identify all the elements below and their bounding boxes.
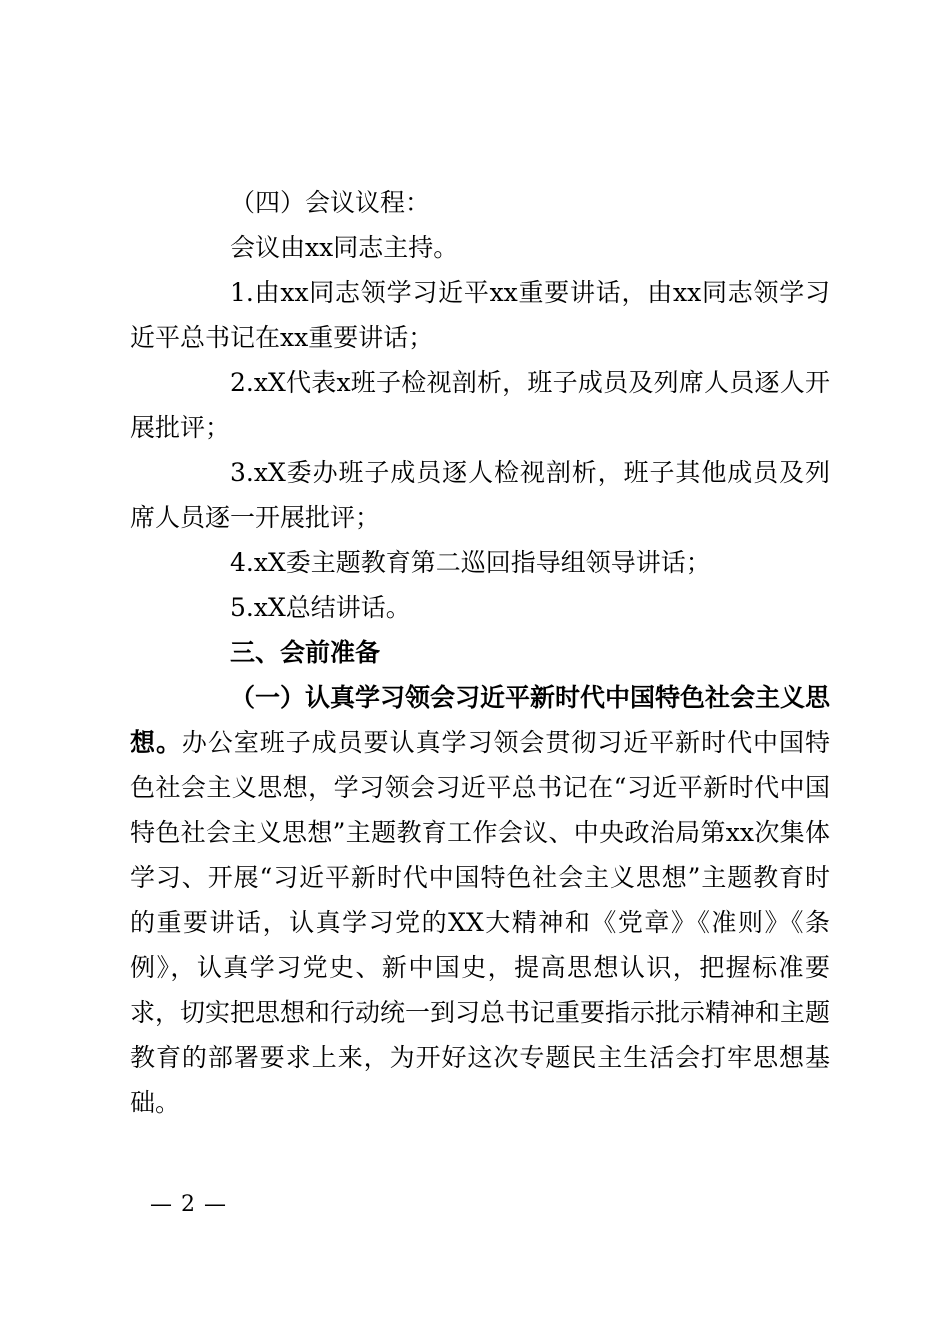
page-number: — 2 —: [150, 1192, 227, 1217]
section-heading: 三、会前准备: [230, 638, 381, 667]
section-paragraph: [130, 675, 830, 1125]
document-body: [130, 180, 830, 1125]
agenda-item: 2.xX代表x班子检视剖析，班子成员及列席人员逐人开展批评；: [130, 368, 830, 442]
paragraph-body: 办公室班子成员要认真学习领会贯彻习近平新时代中国特色社会主义思想，学习领会习近平总书记在“习近平新时代中国特色社会主义思想”主题教育工作会议、中央政治局第xx次集体学习、开展“习近平新时代中国特色社会主义思想”主题教育时的重要讲话，认真学习党的XX大精神和《党章》《准则》《条例》，认真学习党史、新中国史，提高思想认识，把握标准要求，切实把思想和行动统一到习总书记重要指示批示精神和主题教育的部署要求上来，为开好这次专题民主生活会打牢思想基础。: [130, 728, 831, 1117]
paragraph-lead: （一）认真学习领会习近平新时代中国特色社会主义思想。: [130, 683, 831, 757]
agenda-item: 4.xX委主题教育第二巡回指导组领导讲话；: [230, 548, 711, 577]
agenda-item: 1.由xx同志领学习近平xx重要讲话，由xx同志领学习近平总书记在xx重要讲话；: [130, 278, 830, 352]
agenda-item: 3.xX委办班子成员逐人检视剖析，班子其他成员及列席人员逐一开展批评；: [130, 458, 830, 532]
agenda-item: 5.xX总结讲话。: [230, 593, 411, 622]
agenda-intro: 会议由xx同志主持。: [230, 233, 459, 262]
agenda-heading: （四）会议议程：: [230, 188, 431, 217]
